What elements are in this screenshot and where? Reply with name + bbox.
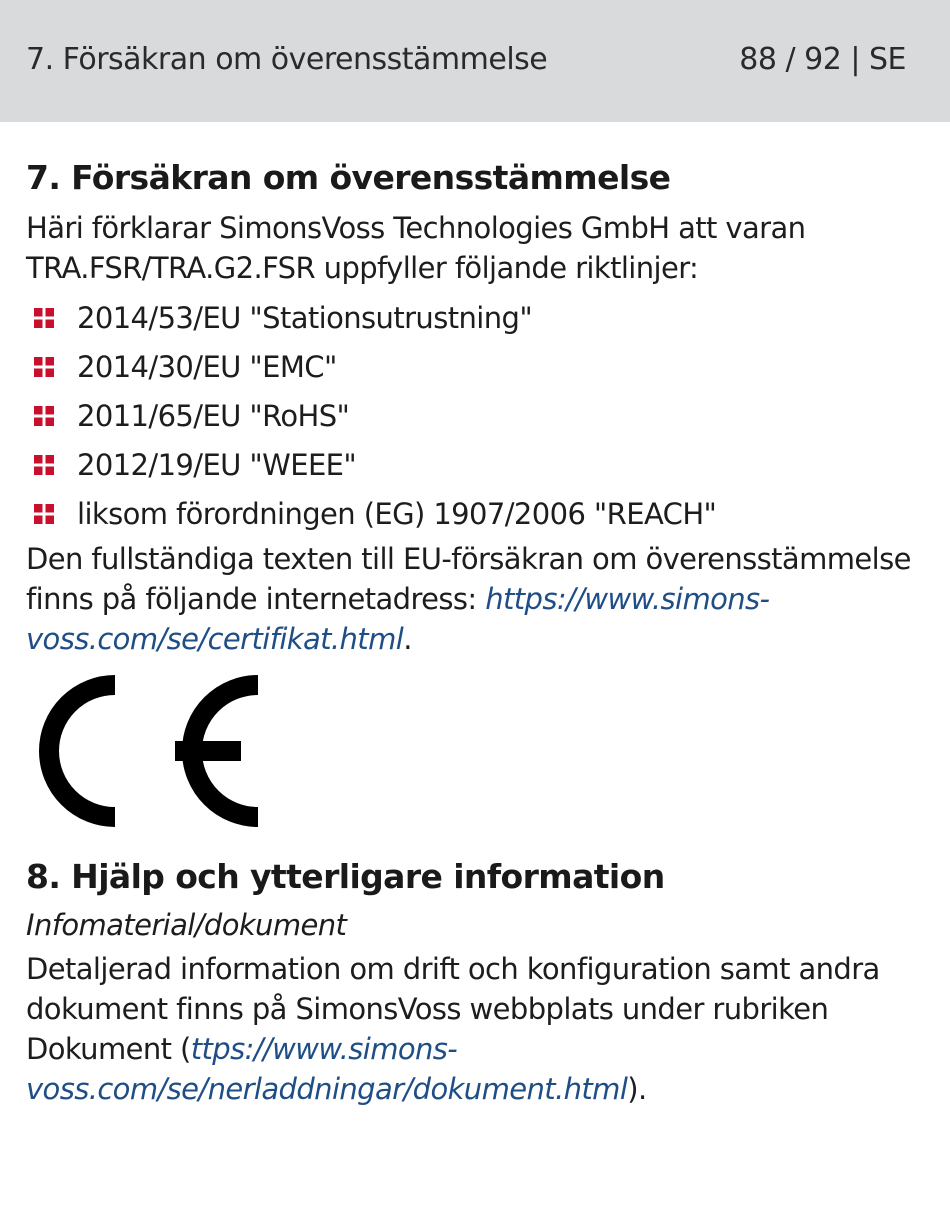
directive-text: liksom förordningen (EG) 1907/2006 "REACH": [77, 497, 717, 531]
certificate-link[interactable]: https://www.simons-voss.com/se/certifikat.html: [26, 582, 770, 656]
fulltext-text: Den fullständiga texten till EU-försäkran om överensstämmelse finns på följande internetadress:: [26, 542, 911, 616]
section-8-subheading: Infomaterial/dokument: [26, 908, 347, 942]
page-content: [26, 156, 926, 1109]
section-8-heading: 8. Hjälp och ytterligare information: [26, 857, 665, 896]
directive-text: 2014/30/EU "EMC": [77, 350, 337, 384]
list-item: [26, 343, 926, 392]
detail-suffix: ).: [627, 1072, 647, 1106]
documents-link[interactable]: ttps://www.simons-voss.com/se/nerladdningar/dokument.html: [26, 1032, 628, 1106]
list-item: [26, 392, 926, 441]
section-8-detail: [26, 949, 926, 1109]
bullet-icon: [34, 406, 54, 426]
directive-text: 2014/53/EU "Stationsutrustning": [77, 301, 533, 335]
bullet-icon: [34, 455, 54, 475]
section-7-heading: 7. Försäkran om överensstämmelse: [26, 158, 671, 197]
list-item: [26, 294, 926, 343]
directive-text: 2012/19/EU "WEEE": [77, 448, 357, 482]
bullet-icon: [34, 504, 54, 524]
running-header-title: 7. Försäkran om överensstämmelse: [26, 42, 548, 77]
page-header: [0, 0, 950, 122]
list-item: [26, 490, 926, 539]
directive-list: [26, 294, 926, 539]
declaration-fulltext-note: [26, 539, 926, 659]
bullet-icon: [34, 308, 54, 328]
section-7-intro: Häri förklarar SimonsVoss Technologies GmbH att varan TRA.FSR/TRA.G2.FSR uppfyller följande riktlinjer:: [26, 211, 806, 285]
detail-text: Detaljerad information om drift och konfiguration samt andra dokument finns på SimonsVoss webbplats under rubriken Dokument (: [26, 952, 880, 1066]
page-number: 88 / 92 | SE: [739, 42, 906, 77]
directive-text: 2011/65/EU "RoHS": [77, 399, 350, 433]
bullet-icon: [34, 357, 54, 377]
list-item: [26, 441, 926, 490]
ce-mark-icon: [25, 667, 261, 835]
fulltext-suffix: .: [403, 622, 412, 656]
